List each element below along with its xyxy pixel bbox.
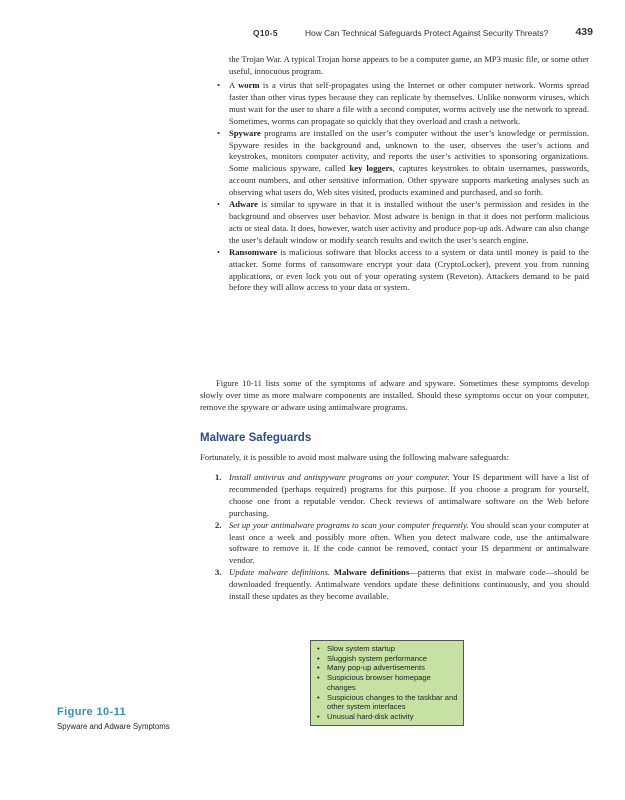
bullet-icon: •	[217, 127, 221, 138]
list-item: • Slow system startup	[317, 644, 395, 653]
list-item-spyware: • Spyware programs are installed on the user’s computer without the user’s knowledge or permission. Spyware resides in the background and, unknown to the user, observes the user’s actions and keystrokes, monitors computer activity, and reports the user’s activities to sponsoring organizations. Some malicious spyware, called key loggers, captures keystrokes to obtain usernames, passwords, account numbers, and other sensitive information. Other spyware supports marketing analyses such as observing what users do, Web sites visited, products examined and purchased, and so forth.	[217, 127, 589, 198]
section-number: Q10-5	[253, 28, 278, 38]
safeguard-list	[215, 472, 589, 603]
list-item: • Unusual hard-disk activity	[317, 711, 414, 721]
intro-paragraph: Fortunately, it is possible to avoid most malware using the following malware safeguards:	[200, 452, 509, 462]
list-item: • Suspicious changes to the taskbar and other system interfaces	[317, 692, 458, 712]
safeguard-item: 3. Update malware definitions. Malware definitions—patterns that exist in malware code—should be downloaded frequently. Antimalware vendors update these definitions continuously, and you should install these updates as they become available.	[215, 567, 590, 602]
figure-symptoms-box	[310, 640, 464, 726]
bullet-icon: •	[217, 246, 221, 257]
term-ransomware: Ransomware	[229, 246, 278, 257]
list-item: • Many pop-up advertisements	[317, 663, 425, 673]
symptom-list	[317, 644, 459, 722]
figure-label: Figure 10-11	[57, 706, 126, 718]
list-item: • Suspicious browser homepage changes	[317, 673, 431, 692]
figure-caption: Spyware and Adware Symptoms	[57, 722, 170, 731]
list-item-adware: • Adware is similar to spyware in that it is installed without the user’s permission and resides in the background and observes user behavior. Most adware is benign in that it does not perform malicious acts or steal data. It does, however, watch user activity and produce pop-up ads. Adware can also change the user’s default window or modify search results and switch the user’s search engine.	[217, 199, 589, 245]
item-number: 2.	[215, 519, 222, 530]
section-heading: Malware Safeguards	[200, 432, 312, 444]
list-item: • Sluggish system performance	[317, 653, 428, 663]
list-item-ransomware: • Ransomware is malicious software that blocks access to a system or data until money is paid to the attacker. Some forms of ransomware encrypt your data (CryptoLocker), prevent you from running applications, or even lock you out of your operating system (Reveton). Attackers demand to be paid before they will allow access to your data or system.	[217, 246, 589, 293]
bullet-icon: •	[317, 653, 320, 663]
term-adware: Adware	[229, 199, 258, 210]
continuation-text: the Trojan War. A typical Trojan horse appears to be a computer game, an MP3 music file, or some other useful, innocuous program.	[229, 54, 589, 76]
bullet-icon: •	[217, 80, 221, 90]
malware-type-list	[217, 80, 589, 294]
safeguard-item: 1. Install antivirus and antispyware programs on your computer. Your IS department will have a list of recommended (perhaps required) programs for this purpose. If you choose a program for yourself, choose one from a reputable vendor. Check reviews of antimalware software on the Web before purchasing.	[215, 472, 589, 518]
item-number: 3.	[215, 567, 222, 578]
safeguard-item: 2. Set up your antimalware programs to scan your computer frequently. You should scan your computer at least once a week and possibly more often. When you detect malware code, use the antimalware software to remove it. If the code cannot be removed, contact your IS department or antimalware vendor.	[215, 519, 589, 566]
term-worm: worm	[238, 80, 260, 90]
list-item-worm: • A worm is a virus that self-propagates using the Internet or other computer network. Worms spread faster than other virus types because they can replicate by themselves. Unlike nonworm viruses, which must wait for the user to share a file with a second computer, worms actively use the network to spread. Sometimes, worms can propagate so quickly that they overload and crash a network.	[217, 80, 589, 126]
page-number: 439	[575, 26, 593, 38]
term-spyware: Spyware	[229, 127, 261, 138]
bullet-icon: •	[317, 663, 320, 673]
symptoms-paragraph: Figure 10-11 lists some of the symptoms of adware and spyware. Sometimes these symptoms develop slowly over time as more malware components are installed. Should these symptoms occur on your computer, remove the spyware or adware using antimalware programs.	[200, 378, 589, 412]
bullet-icon: •	[317, 673, 320, 683]
bullet-icon: •	[317, 644, 320, 653]
term-malware-definitions: Malware definitions	[333, 567, 410, 578]
running-header	[253, 27, 593, 41]
header-title: How Can Technical Safeguards Protect Against Security Threats?	[305, 28, 549, 38]
bullet-icon: •	[217, 199, 221, 210]
item-number: 1.	[215, 472, 222, 482]
bullet-icon: •	[317, 692, 320, 702]
bullet-icon: •	[317, 711, 320, 721]
term-key-loggers: key loggers	[349, 163, 393, 174]
